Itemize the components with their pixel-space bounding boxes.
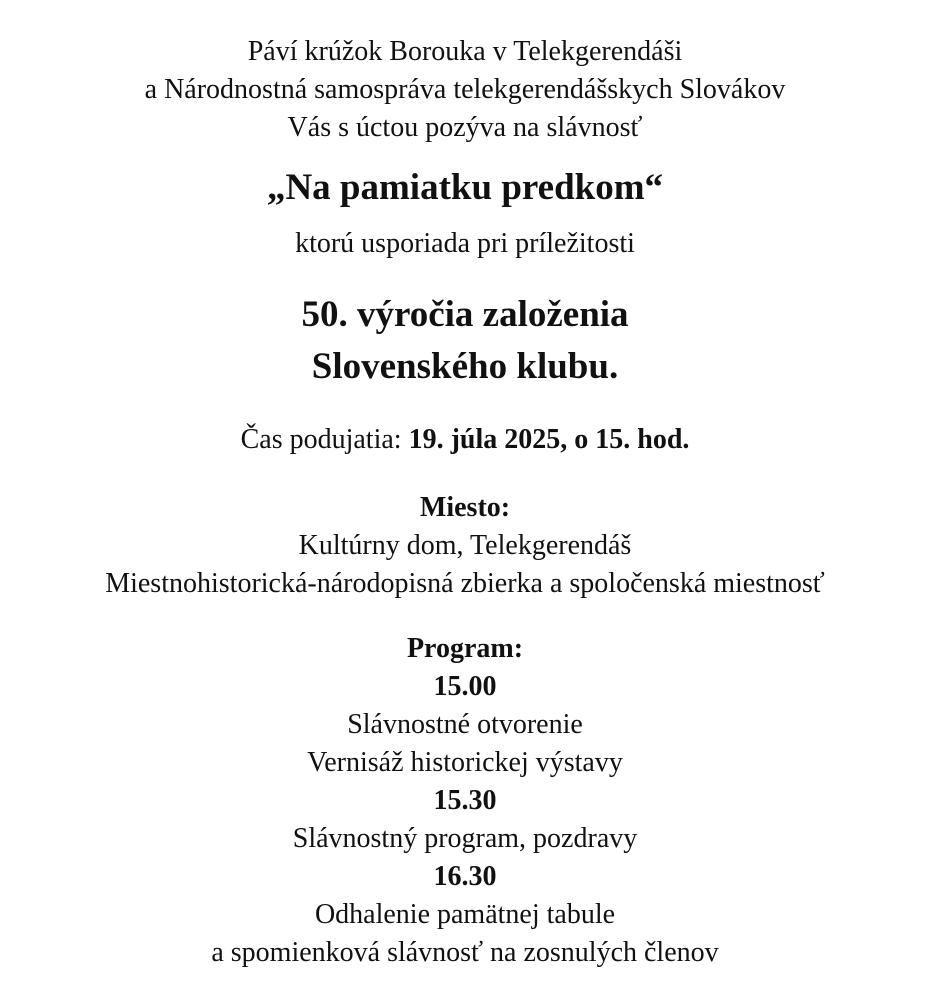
program-item-line: Slávnostné otvorenie bbox=[347, 709, 583, 740]
program-item-line: Vernisáž historickej výstavy bbox=[307, 747, 623, 778]
event-time bbox=[0, 424, 930, 456]
program-time: 15.30 bbox=[433, 785, 497, 816]
anniversary-line-2: Slovenského klubu. bbox=[311, 346, 619, 387]
occasion-intro: ktorú usporiada pri príležitosti bbox=[295, 228, 635, 259]
program-time: 15.00 bbox=[433, 671, 497, 702]
event-time-label: Čas podujatia: bbox=[240, 424, 409, 455]
venue-heading: Miesto: bbox=[419, 492, 511, 523]
event-time-value: 19. júla 2025, o 15. hod. bbox=[408, 424, 690, 455]
invitation-line: Vás s úctou pozýva na slávnosť bbox=[287, 112, 643, 143]
program-heading: Program: bbox=[406, 633, 524, 664]
program-item-line: Odhalenie pamätnej tabule bbox=[314, 899, 616, 930]
program-time: 16.30 bbox=[433, 861, 497, 892]
venue-line-1: Kultúrny dom, Telekgerendáš bbox=[298, 530, 632, 561]
organizer-line: Páví krúžok Borouka v Telekgerendáši bbox=[247, 36, 683, 67]
co-organizer-line: a Národnostná samospráva telekgerendášskych Slovákov bbox=[144, 74, 786, 105]
venue-line-2: Miestnohistorická-národopisná zbierka a spoločenská miestnosť bbox=[105, 568, 825, 599]
anniversary-line-1: 50. výročia založenia bbox=[301, 294, 629, 335]
program-item-line: a spomienková slávnosť na zosnulých členov bbox=[211, 937, 719, 968]
program-item-line: Slávnostný program, pozdravy bbox=[292, 823, 638, 854]
event-title: „Na pamiatku predkom“ bbox=[266, 167, 664, 208]
